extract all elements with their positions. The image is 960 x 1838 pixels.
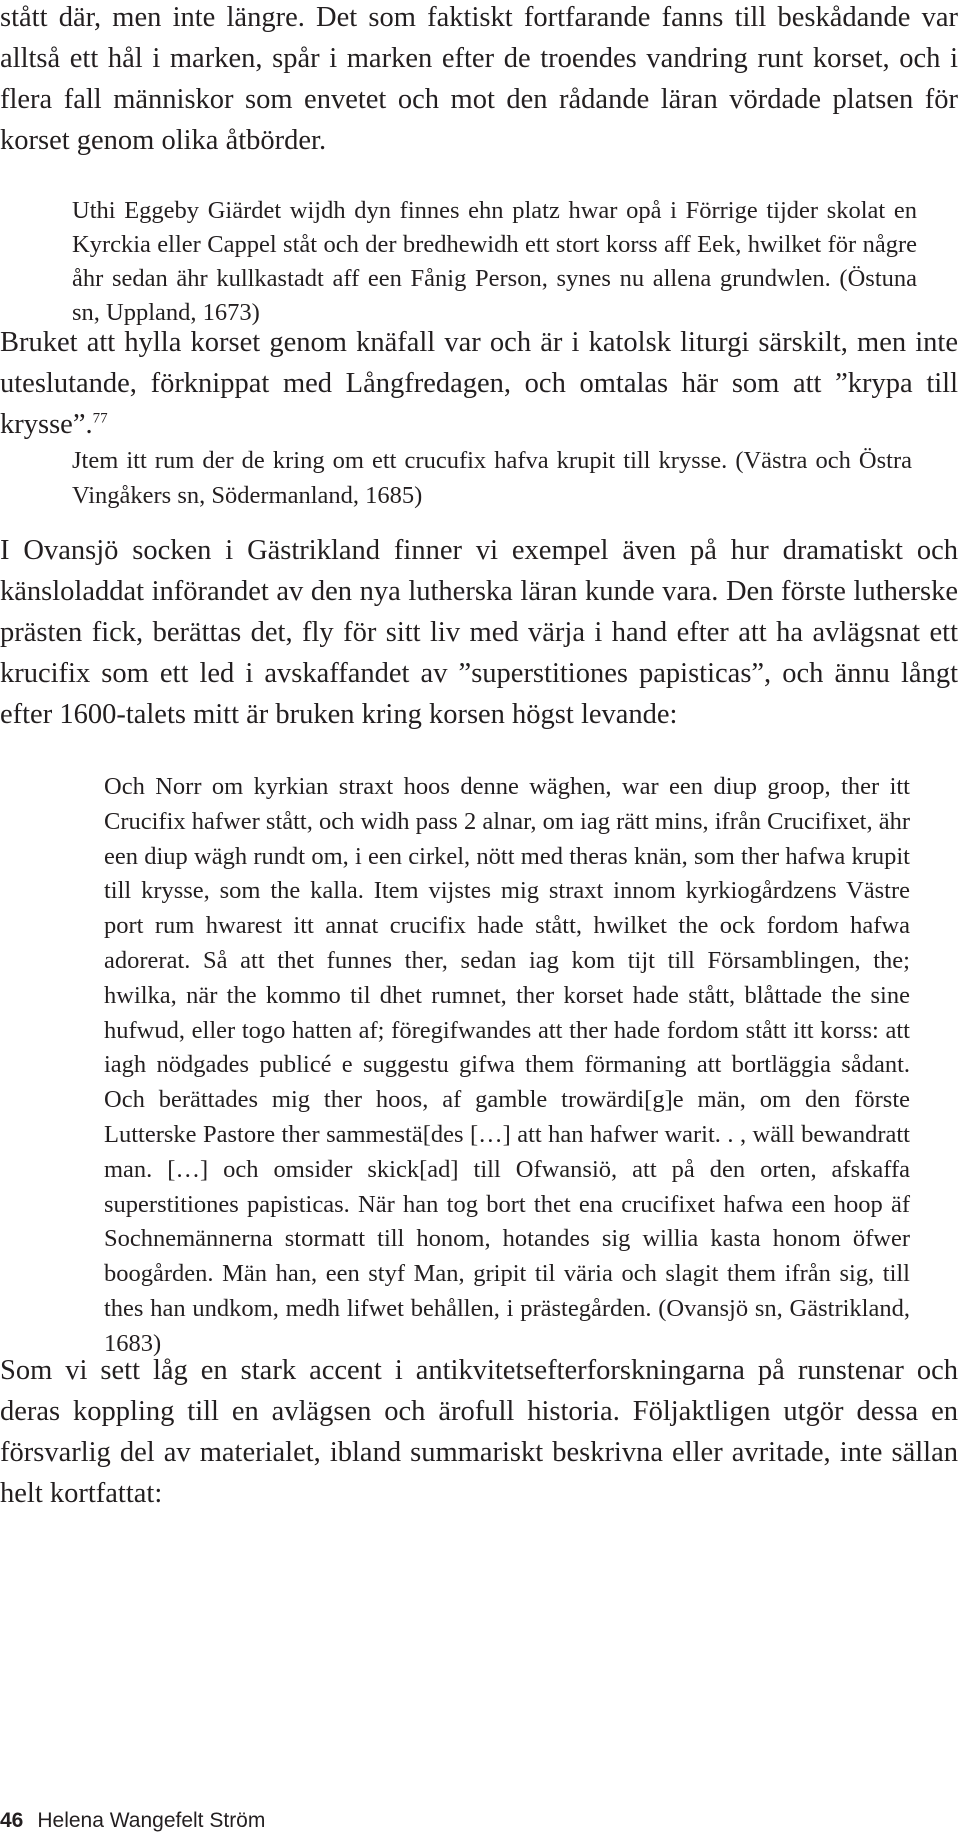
paragraph-runstenar: Som vi sett låg en stark accent i antikvitetsefterforskningarna på runstenar och deras koppling till en avlägsen och ärofull historia. Följaktligen utgör dessa en försvarlig del av materialet, ibland summariskt beskrivna eller avritade, inte sällan helt kortfattat: — [0, 1355, 958, 1509]
page-footer — [0, 1808, 265, 1834]
paragraph-krypa-till-krysse — [0, 322, 958, 445]
quote-ovansjo: Och Norr om kyrkian straxt hoos denne wäghen, war een diup groop, ther itt Crucifix hafwer stått, och widh pass 2 alnar, om iag rätt mins, ifrån Crucifixet, ähr een diup wägh rundt om, i een cirkel, nött med theras knän, som ther hafwa krupit till krysse, som the kalla. Item vijstes mig straxt innom kyrkiogårdzens Västre port rum hwarest itt annat crucifix hade stått, hwilket the ock fordom hafwa adorerat. Så att thet funnes ther, sedan iag kom tijt till Församblingen, the; hwilka, när the kommo til dhet rumnet, ther korset hade stått, blåttade the sine hufwud, eller togo hatten af; föregifwandes att ther hade fordom stått itt korss: att iagh nödgades publicé e suggestu gifwa them förmaning att bortläggia sådant. Och berättades mig ther hoos, af gamble trowärdi[g]e män, om den förste Lutterske Pastore ther sammestä[des […] att han hafwer warit. . , wäll bewandratt man. […] och omsider skick[ad] till Ofwansiö, att på den orten, afskaffa superstitiones papisticas. När han tog bort thet ena crucifixet hafwa een hoop äf Sochnemännerna stormatt till honom, hotandes sig willia kasta honom öfwer boogården. Män han, een styf Man, gripit til väria och slagit them ifrån sig, till thes han undkom, medh lifwet behållen, i prästegården. (Ovansjö sn, Gästrikland, 1683) — [104, 773, 910, 1357]
quote-ostuna: Uthi Eggeby Giärdet wijdh dyn finnes ehn platz hwar opå i Förrige tijder skolat en Kyrckia eller Cappel ståt och der bredhewidh ett stort korss aff Eek, hwilket för någre åhr sedan ähr kullkastadt aff een Fånig Person, synes nu allena grundwlen. (Östuna sn, Uppland, 1673) — [72, 197, 917, 326]
paragraph-krypa-text: Bruket att hylla korset genom knäfall var och är i katolsk liturgi särskilt, men inte uteslutande, förknippat med Långfredagen, och omtalas här som att ”krypa till krysse”. — [0, 327, 958, 440]
footnote-reference-77[interactable]: 77 — [92, 410, 108, 427]
page-number: 46 — [0, 1809, 24, 1832]
paragraph-intro: stått där, men inte längre. Det som faktiskt fortfarande fanns till beskådande var alltså ett hål i marken, spår i marken efter de troendes vandring runt korset, och i flera fall människor som envetet och mot den rådande läran vördade platsen för korset genom olika åtbörder. — [0, 2, 958, 156]
paragraph-ovansjo: I Ovansjö socken i Gästrikland finner vi exempel även på hur dramatiskt och känsloladdat införandet av den nya lutherska läran kunde vara. Den förste lutherske prästen fick, berättas det, fly för sitt liv med värja i hand efter att ha avlägsnat ett krucifix som ett led i avskaffandet av ”superstitiones papisticas”, och ännu långt efter 1600-talets mitt är bruken kring korsen högst levande: — [0, 535, 958, 730]
quote-vingaker: Jtem itt rum der de kring om ett crucufix hafva krupit till krysse. (Västra och Östra Vingåkers sn, Södermanland, 1685) — [72, 447, 912, 509]
running-footer-author: Helena Wangefelt Ström — [37, 1809, 266, 1832]
